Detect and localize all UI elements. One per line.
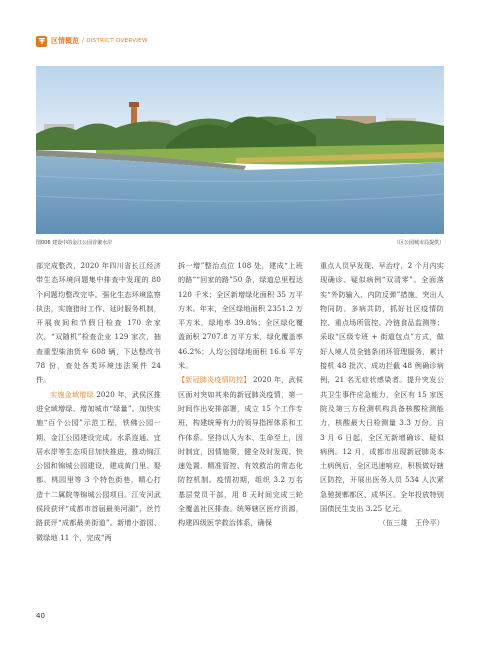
paragraph: 拆一增”整治点位 108 处，建成“上班的路”“回家的路”50 条，绿道总里程达 120 千米；全区新增绿化面积 35 万平方米。年末，全区绿地面积 2351.2 万平方米，绿地率 39.8%；全区绿化覆盖面积 2707.8 万平方米，绿化覆盖率 46.2%；人均公园绿地面积 16.6 平方米。 [178, 261, 303, 371]
author-credit: （伍三雄 王伶平） [378, 518, 444, 528]
section-logo-icon [36, 36, 47, 47]
paragraph: 重点人员早发现、早治疗，2 个月内实现确诊、疑似病例“双清零”。全面落实“外防输入、内防反弹”措施，突出人物同防、多病共防，抓好社区疫情防控、重点场所管控、冷链食品监测等；采取“区级专班 + 街道包点”方式，做好人境人员全链条闭环管理服务，累计接机 48 批次、成功拦截 48 例确诊病例，21 名无症状感染者。提升突发公共卫生事件应急能力，全区有 15 家医院及第三方检测机构具备核酸检测能力，核酸最大日检测量 3.3 万份。自 3 月 6 日起，全区无新增确诊、疑似病例。12 月，成都市出现新冠肺炎本土病例后，全区迅速响应，积极做好辖区防控，开展出医务人员 534 人次紧急驰援郫都区、成华区。全年投放特别国债民生支出 3.25 亿元。 [320, 261, 444, 514]
text-column-3 [320, 259, 444, 531]
section-heading: 【新冠肺炎疫情防控】 [178, 375, 251, 385]
river-park-photo [36, 66, 444, 234]
paragraph-text: 2020 年，武侯区面对突如其来的新冠肺炎疫情，第一时间作出安排部署，成立 15 个工作专班，构建统筹有力的领导指挥体系和工作体系。坚持以人为本、生命至上，因时制宜，因情施策，健全及时发现、快速处置、精准管控、有效救治的常态化防控机制。疫情初期，组织 3.2 万名基层党员干部，用 8 天时间完成三轮全覆盖社区排查。统筹辖区医疗资源，构建四级医学救治体系，确保 [178, 375, 304, 528]
paragraph: 部完成整改，2020 年四川省长江经济带生态环境问题集中排查中发现的 80 个问题均整改完毕。强化生态环境监察执法，实施猎时工作、延时服务机制，开展夜间和节假日检查 170 余家次，“双随机”检查企业 129 家次，抽查重型柴油货车 608 辆，下达整改书 78 份，查处各类环境违法案件 24 件。 [36, 261, 161, 385]
caption-credit: （区公园城市局提供） [393, 240, 444, 246]
caption-title: 图006 建设中的金江公园首聚水岸 [36, 240, 113, 246]
section-header [36, 34, 148, 48]
photo-caption [36, 239, 444, 248]
section-subtitle: / DISTRICT OVERVIEW [82, 38, 148, 44]
text-column-1 [36, 259, 161, 545]
page-number: 40 [36, 612, 45, 620]
paragraph-text: 2020 年，武侯区推进全域增绿、增加城市“绿量”。加快实施“百个公园”示范工程，铁佛公园一期、金江公园建设完成。水系连通、宜居水岸等生态项目加快推进，推动锦江公园和锦城公园建设，建成黄门里、娶都、桃园里等 3 个特色街巷，精心打造十二属院等锦城公园项目。江安河武侯段获评“成都市首届最美河湖”，丝竹路获评“成都最美街道”。新增小游园、微绿地 11 个，完成“两 [36, 389, 161, 542]
text-column-2 [178, 259, 303, 531]
section-title: 区情概览 [51, 37, 79, 45]
subheading: 实施金域增绿 [50, 389, 94, 399]
paragraph [178, 373, 303, 530]
paragraph [36, 388, 161, 545]
